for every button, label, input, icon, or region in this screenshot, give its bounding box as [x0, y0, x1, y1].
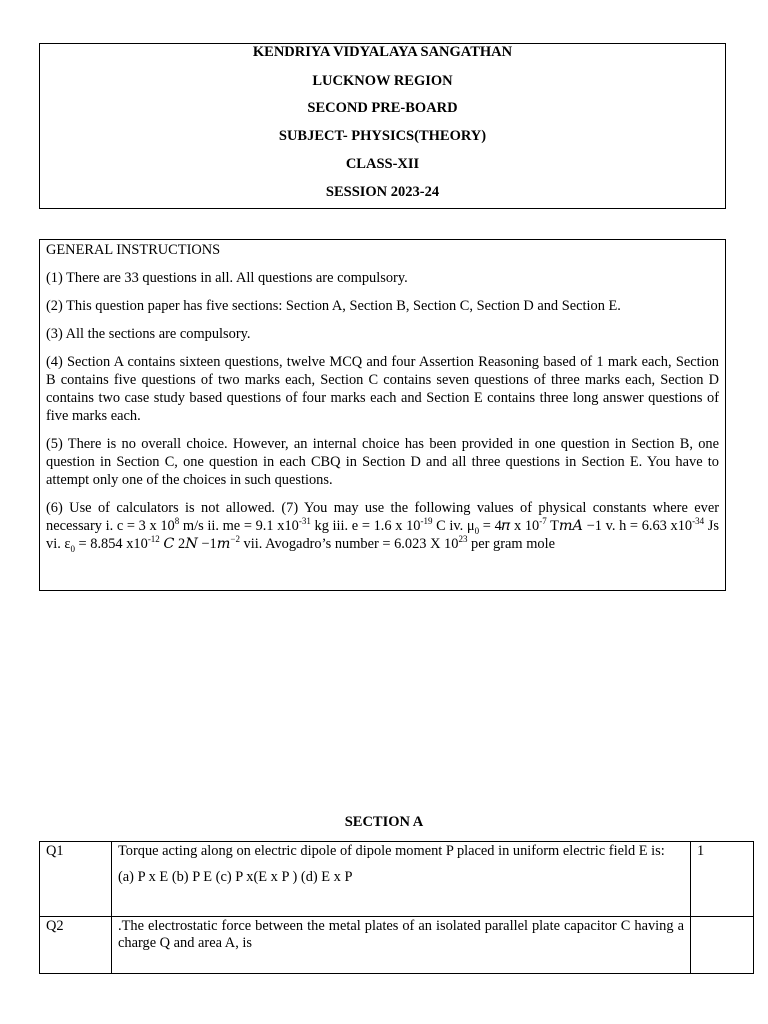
question-marks: 1: [691, 842, 754, 917]
constants-text: = 8.854 x10: [74, 536, 148, 552]
subject-name: SUBJECT- PHYSICS(THEORY): [278, 128, 487, 144]
constants-text: m/s ii. me = 9.1 x10: [179, 518, 299, 534]
instruction-2: (2) This question paper has five sections: Section A, Section B, Section C, Section D and Section E.: [46, 298, 621, 314]
exponent: -7: [539, 516, 547, 527]
subscript: 0: [70, 543, 75, 554]
constants-text: T𝑚𝐴 −1 v. h = 6.63 x10: [546, 518, 693, 534]
question-marks: [691, 917, 754, 974]
question-row-q2: [40, 917, 754, 974]
question-content: [112, 842, 691, 917]
section-a-title: SECTION A: [344, 814, 424, 830]
exponent: -19: [420, 516, 433, 527]
exponent: -34: [692, 516, 705, 527]
general-instructions-box: [39, 239, 726, 591]
question-row-q1: [40, 842, 754, 917]
organization-name: KENDRIYA VIDYALAYA SANGATHAN: [252, 44, 513, 60]
instruction-1: (1) There are 33 questions in all. All questions are compulsory.: [46, 270, 408, 286]
questions-table: [39, 841, 754, 974]
region-name: LUCKNOW REGION: [312, 73, 453, 89]
question-number: Q2: [40, 917, 112, 974]
question-content: [112, 917, 691, 974]
subscript: 0: [474, 525, 480, 536]
exponent: -12: [147, 534, 160, 545]
session-name: SESSION 2023-24: [325, 184, 440, 200]
question-number: Q1: [40, 842, 112, 917]
instruction-5: (5) There is no overall choice. However, an internal choice has been provided in one question in Section B, one question in Section C, one question in each CBQ in Section D and all three questions in Section E. You have to attempt only one of the choices in such questions.: [46, 436, 719, 488]
constants-text: 𝐶 2𝑁 −1𝑚: [159, 536, 231, 552]
exponent: 23: [458, 534, 468, 545]
question-text: Torque acting along on electric dipole of dipole moment P placed in uniform electric field E is:: [118, 843, 665, 859]
constants-text: kg iii. e = 1.6 x 10: [310, 518, 421, 534]
exponent: 8: [174, 516, 180, 527]
exam-name: SECOND PRE-BOARD: [307, 100, 458, 116]
constants-text: per gram mole: [467, 536, 555, 552]
instruction-3: (3) All the sections are compulsory.: [46, 326, 251, 342]
question-options: (a) P x E (b) P E (c) P x(E x P ) (d) E x P: [118, 869, 353, 885]
constants-text: (6) Use of calculators is not allowed. (7) You may use the following values of physical constants where ever necessary i. c = 3 x 10: [46, 500, 719, 534]
constants-text: Js vi. ε: [46, 518, 719, 552]
exponent: -31: [298, 516, 311, 527]
instructions-heading: GENERAL INSTRUCTIONS: [46, 242, 221, 258]
class-name: CLASS-XII: [345, 156, 420, 172]
instruction-6-constants: [46, 499, 719, 553]
question-text: .The electrostatic force between the metal plates of an isolated parallel plate capacitor C having a charge Q and area A, is: [118, 918, 684, 951]
constants-text: vii. Avogadro’s number = 6.023 X 10: [239, 536, 459, 552]
exponent: −2: [230, 534, 240, 545]
instruction-4: (4) Section A contains sixteen questions, twelve MCQ and four Assertion Reasoning based of 1 mark each, Section B contains five questions of two marks each, Section C contains seven questions of three marks each, Section D contains two case study based questions of four marks each and Section E contains three long answer questions of five marks each.: [46, 354, 719, 424]
header-box: [39, 43, 726, 209]
constants-text: C iv. μ: [432, 518, 475, 534]
constants-text: = 4𝜋 x 10: [479, 518, 540, 534]
